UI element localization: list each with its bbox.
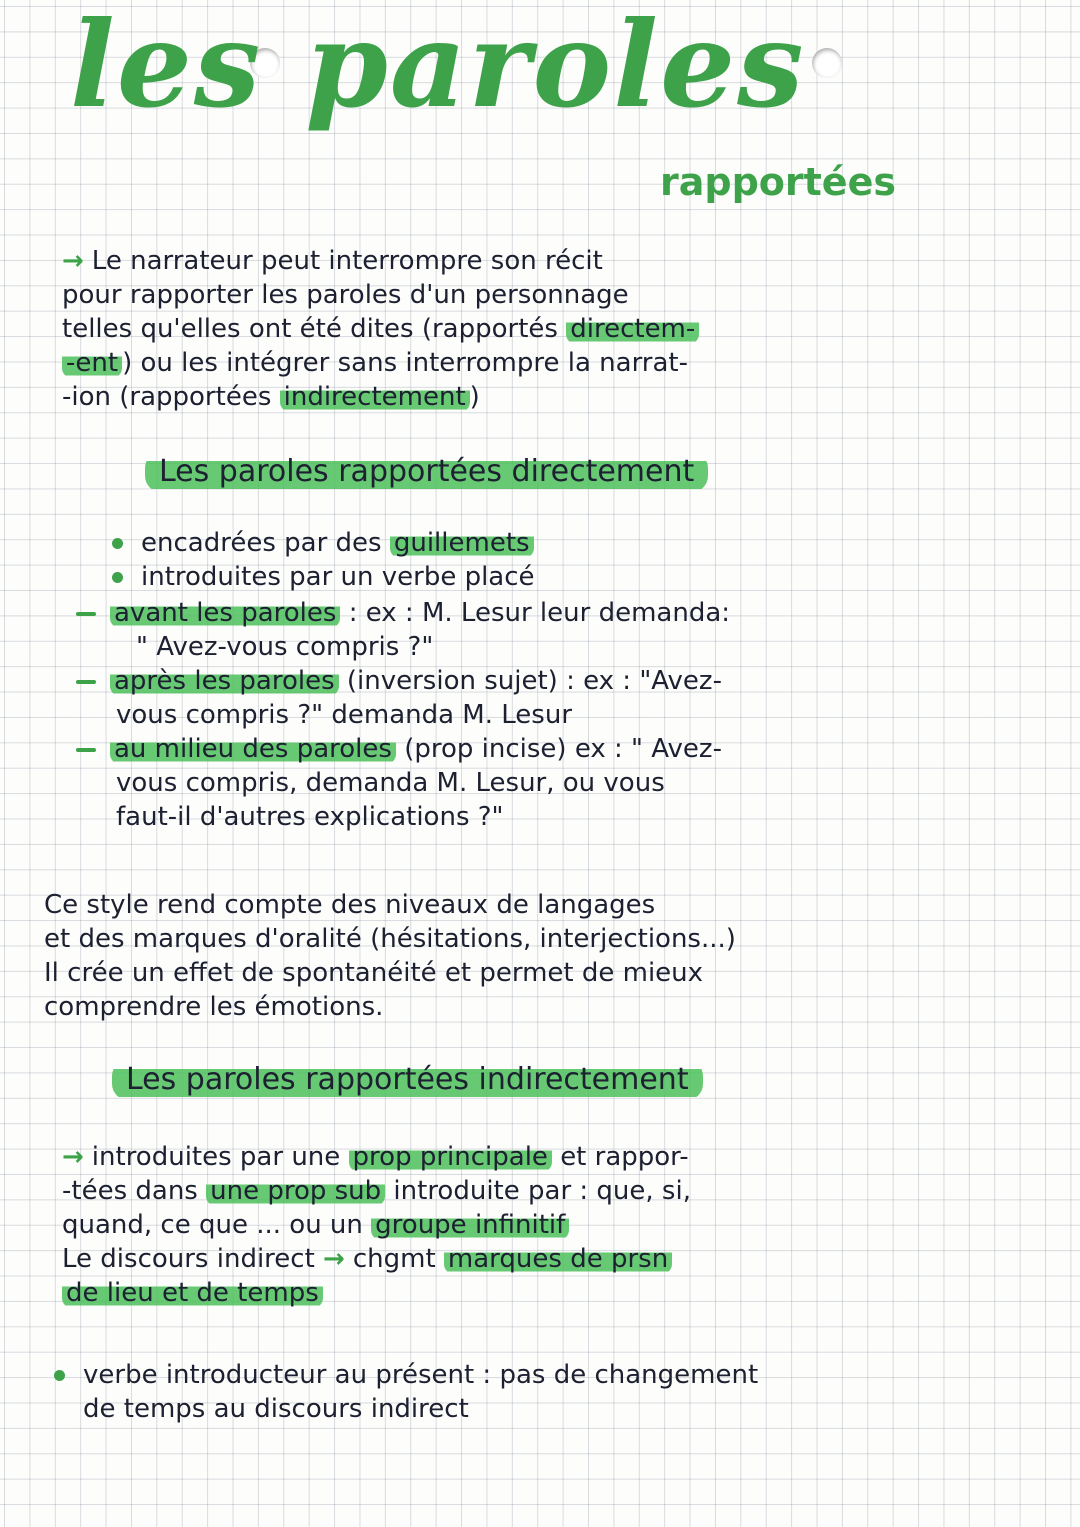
list-item: vous compris, demanda M. Lesur, ou vous (116, 768, 665, 798)
intro-line: -ion (rapportées (62, 382, 272, 412)
highlight-marques: marques de prsn (444, 1244, 672, 1274)
highlight-directement: directem- (566, 314, 699, 344)
list-item: vous compris ?" demanda M. Lesur (116, 700, 573, 730)
intro-line: Le narrateur peut interrompre son récit (91, 246, 603, 276)
style-note-paragraph (44, 888, 736, 1024)
indirect-paragraph (62, 1140, 691, 1310)
highlight-avant: avant les paroles (110, 598, 340, 628)
intro-line: ) (469, 382, 480, 412)
paragraph-line: introduite par : que, si, (393, 1176, 691, 1206)
highlight-prop-sub: une prop sub (206, 1176, 385, 1206)
section-heading-direct: Les paroles rapportées directement (145, 452, 708, 492)
bullet-icon (112, 538, 123, 549)
page-subtitle: rapportées (660, 160, 896, 204)
paragraph-line: Il crée un effet de spontanéité et permet de mieux (44, 958, 704, 988)
paragraph-line: et rappor- (560, 1142, 689, 1172)
list-item: (inversion sujet) : ex : "Avez- (346, 666, 722, 696)
highlight-groupe-infinitif: groupe infinitif (371, 1210, 569, 1240)
intro-paragraph (62, 244, 699, 414)
highlight-ent: -ent (62, 348, 122, 378)
bullet-icon (54, 1370, 65, 1381)
highlight-lieu-temps: de lieu et de temps (62, 1278, 323, 1308)
highlight-milieu: au milieu des paroles (110, 734, 396, 764)
highlight-prop-principale: prop principale (349, 1142, 552, 1172)
dash-icon (76, 748, 96, 752)
list-item: faut-il d'autres explications ?" (116, 802, 504, 832)
highlight-guillemets: guillemets (390, 528, 534, 558)
paragraph-line: quand, ce que ... ou un (62, 1210, 363, 1240)
section-heading-indirect: Les paroles rapportées indirectement (112, 1060, 703, 1100)
arrow-icon: → (62, 1142, 84, 1172)
list-item: verbe introducteur au présent : pas de changement (83, 1360, 759, 1390)
arrow-icon: → (323, 1244, 345, 1274)
list-item: (prop incise) ex : " Avez- (404, 734, 722, 764)
dash-icon (76, 680, 96, 684)
highlight-indirectement: indirectement (280, 382, 470, 412)
arrow-icon: → (62, 246, 84, 276)
list-item: encadrées par des (141, 528, 382, 558)
indirect-note (54, 1358, 758, 1426)
direct-dash-list (76, 596, 730, 834)
bullet-icon (112, 572, 123, 583)
dash-icon (76, 612, 96, 616)
paragraph-line: chgmt (352, 1244, 436, 1274)
list-item: de temps au discours indirect (83, 1394, 469, 1424)
paragraph-line: -tées dans (62, 1176, 198, 1206)
paragraph-line: Ce style rend compte des niveaux de langages (44, 890, 656, 920)
paragraph-line: introduites par une (91, 1142, 341, 1172)
paragraph-line: comprendre les émotions. (44, 992, 384, 1022)
paragraph-line: Le discours indirect (62, 1244, 315, 1274)
list-item: " Avez-vous compris ?" (136, 632, 434, 662)
highlight-apres: après les paroles (110, 666, 339, 696)
direct-list (112, 526, 535, 594)
list-item: introduites par un verbe placé (141, 562, 535, 592)
punch-hole-right (812, 48, 842, 78)
page-title: les paroles (70, 0, 806, 134)
intro-line: telles qu'elles ont été dites (rapportés (62, 314, 558, 344)
intro-line: pour rapporter les paroles d'un personnage (62, 280, 629, 310)
paragraph-line: et des marques d'oralité (hésitations, interjections...) (44, 924, 736, 954)
intro-line: ) ou les intégrer sans interrompre la narrat- (122, 348, 689, 378)
list-item: : ex : M. Lesur leur demanda: (348, 598, 731, 628)
